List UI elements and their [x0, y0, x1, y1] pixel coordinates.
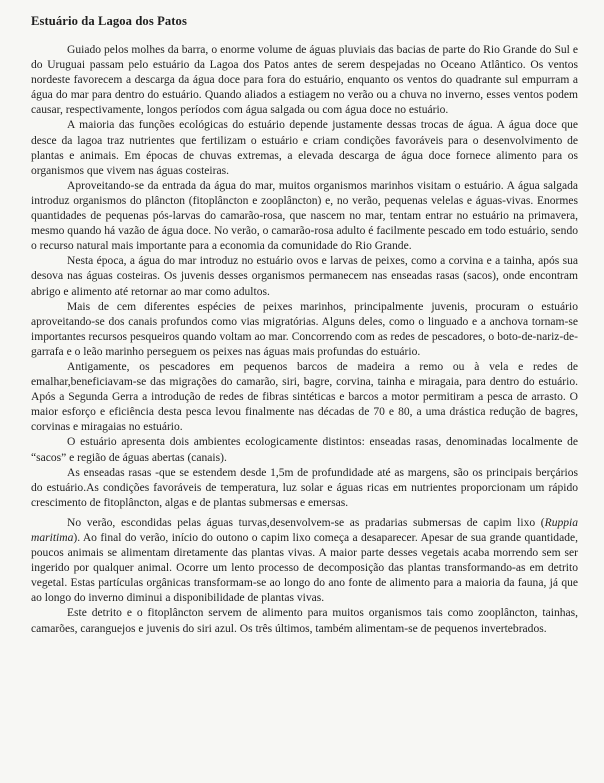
paragraph-3: Aproveitando-se da entrada da água do mar, muitos organismos marinhos visitam o estuário. A água salgada introduz organismos do plâncton (fitoplâncton e zooplâncton) e, no verão, pequenas velelas e águas-vivas. Enormes quantidades de pequenas pós-larvas do camarão-rosa, que nascem no mar, tentam entrar no estuário na primavera, mesmo quando há vazão de água doce. No verão, o camarão-rosa adulto é facilmente pescado em todo estuário, sendo o recurso natural mais importante para a economia da comunidade do Rio Grande. — [31, 179, 578, 253]
document-title: Estuário da Lagoa dos Patos — [31, 14, 187, 28]
paragraph-7: O estuário apresenta dois ambientes ecologicamente distintos: enseadas rasas, denominadas localmente de “sacos” e região de águas abertas (canais). — [31, 436, 578, 464]
document-body — [31, 43, 578, 637]
paragraph-5: Mais de cem diferentes espécies de peixes marinhos, principalmente juvenis, procuram o estuário aproveitando-se dos canais profundos como vias migratórias. Alguns deles, como o linguado e a anchova tornam-se importantes recursos pesqueiros quando voltam ao mar. Concorrendo com as redes de pescadores, o boto-de-nariz-de-garrafa e o leão marinho perseguem os peixes nas águas mais profundas do estuário. — [31, 300, 578, 358]
paragraph-9-text-before: No verão, escondidas pelas águas turvas,desenvolvem-se as pradarias submersas de capim lixo ( — [67, 516, 545, 529]
paragraph-1: Guiado pelos molhes da barra, o enorme volume de águas pluviais das bacias de parte do Rio Grande do Sul e do Uruguai passam pelo estuário da Lagoa dos Patos antes de serem despejadas no Oceano Atlântico. Os ventos nordeste favorecem a descarga da água doce para fora do estuário, enquanto os ventos do quadrante sul empurram a água do mar para dentro do estuário. Quando aliados a estiagem no verão ou a chuva no inverno, esses ventos podem causar, respectivamente, longos períodos com água salgada ou com água doce no estuário. — [31, 44, 578, 117]
paragraph-2: A maioria das funções ecológicas do estuário depende justamente dessas trocas de água. A água doce que desce da lagoa traz nutrientes que fertilizam o estuário e criam condições favoráveis para o desenvolvimento de plantas e animais. Em épocas de chuvas extremas, a elevada descarga de água doce fornece alimento para os organismos que vivem nas águas costeiras. — [31, 119, 578, 177]
paragraph-4: Nesta época, a água do mar introduz no estuário ovos e larvas de peixes, como a corvina e a tainha, após sua desova nas águas costeiras. Os juvenis desses organismos permanecem nas enseadas rasas (sacos), onde encontram abrigo e alimento até retornar ao mar como adultos. — [31, 255, 578, 298]
paragraph-9-text-after: ). Ao final do verão, início do outono o capim lixo começa a desaparecer. Apesar de sua grande quantidade, poucos animais se alimentam diretamente das plantas vivas. A maior parte desses vegetais acaba morrendo sem ser ingerido por qualquer animal. Ocorre um lento processo de decomposição das plantas transformando-as em detrito vegetal. Estas partículas orgânicas transformam-se ao longo do ano fonte de alimento para a maioria da fauna, já que ao longo do inverno diminui a disponibilidade de plantas vivas. — [31, 532, 578, 605]
species-name: Ruppia maritima — [31, 516, 578, 544]
paragraph-8: As enseadas rasas -que se estendem desde 1,5m de profundidade até as margens, são os principais berçários do estuário.As condições favoráveis de temperatura, luz solar e águas ricas em nutrientes proporcionam um rápido crescimento de fitoplâncton, algas e de plantas submersas e emersas. — [31, 466, 578, 509]
paragraph-10: Este detrito e o fitoplâncton servem de alimento para muitos organismos tais como zooplâncton, tainhas, camarões, caranguejos e juvenis do siri azul. Os três últimos, também alimentam-se de pequenos invertebrados. — [31, 607, 578, 635]
paragraph-9 — [31, 516, 578, 607]
paragraph-6: Antigamente, os pescadores em pequenos barcos de madeira a remo ou à vela e redes de emalhar,beneficiavam-se das migrações do camarão, siri, bagre, corvina, tainha e miragaia, para dentro do estuário. Após a Segunda Gerra a introdução de redes de fibras sintéticas e barcos a motor permitiram a pesca de arrasto. O maior esforço e eficiência desta pesca levou finalmente nas décadas de 70 e 80, a uma drástica redução de bagres, corvinas e miragaias no estuário. — [31, 360, 578, 434]
